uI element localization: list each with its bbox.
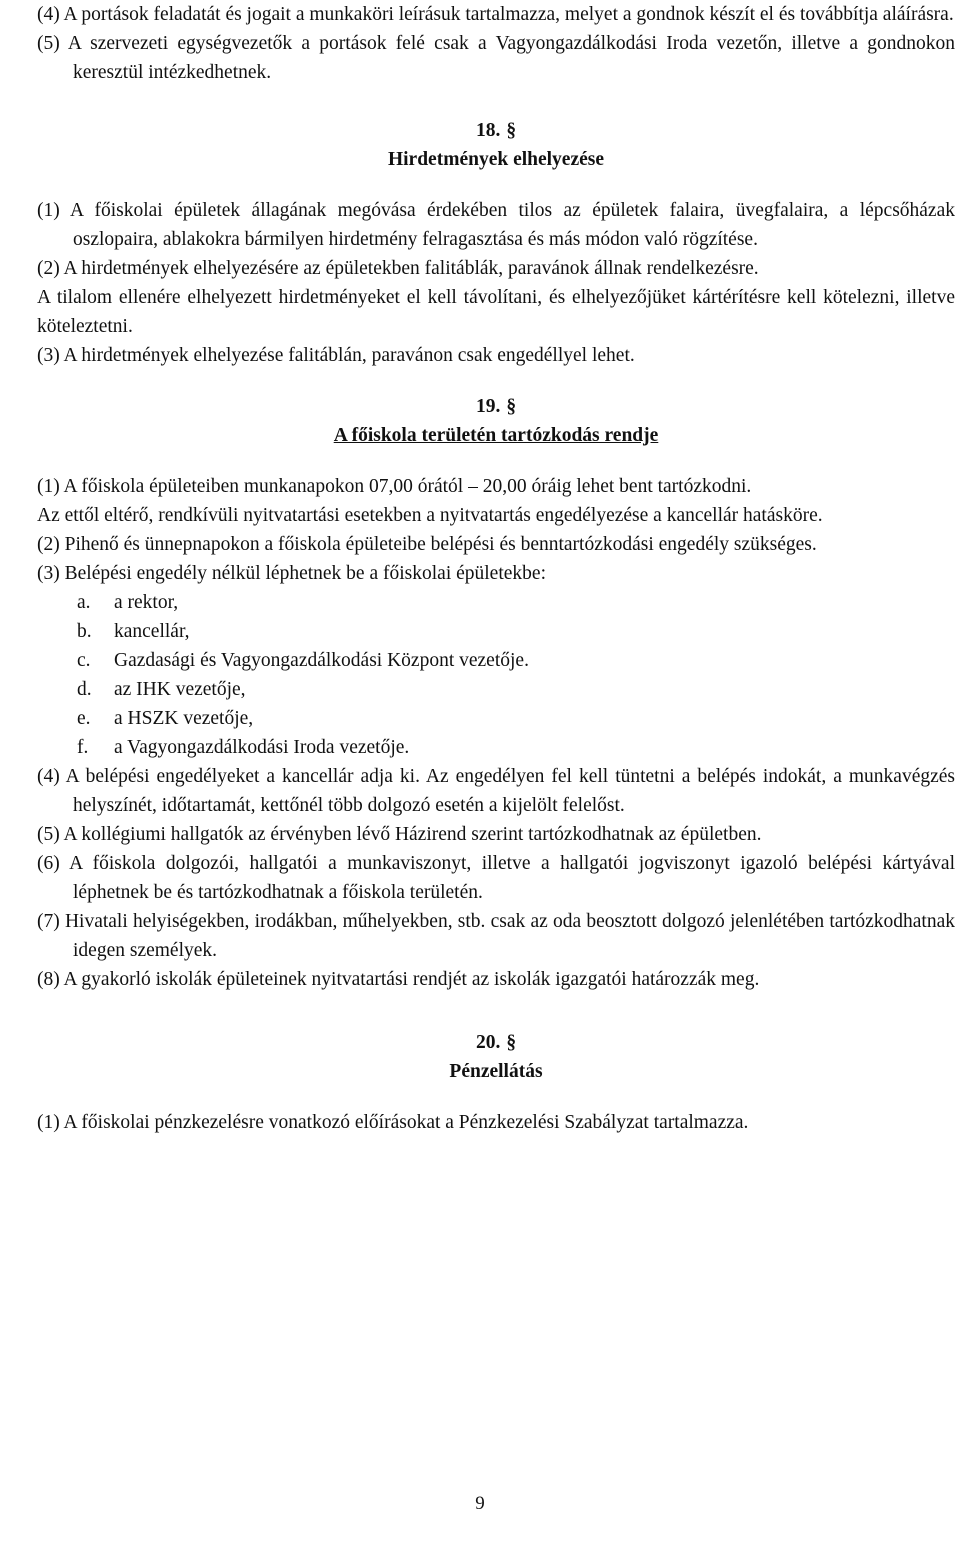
- section-19-paragraph-8: (8) A gyakorló iskolák épületeinek nyitvatartási rendjét az iskolák igazgatói határozzák meg.: [37, 969, 760, 990]
- section-19-paragraph-2: (2) Pihenő és ünnepnapokon a főiskola épületeibe belépési és benntartózkodási engedély szükséges.: [37, 534, 817, 555]
- section-18-paragraph-1: (1) A főiskolai épületek állagának megóvása érdekében tilos az épületek falaira, üvegfalaira, a lépcsőházak oszlopaira, ablakokra bármilyen hirdetmény felragasztása és más módon való rögzítése.: [37, 200, 955, 250]
- section-19-paragraph-7: (7) Hivatali helyiségekben, irodákban, műhelyekben, stb. csak az oda beosztott dolgozó jelenlétében tartózkodhatnak idegen személyek.: [37, 911, 955, 961]
- section-19-paragraph-1-continuation: Az ettől eltérő, rendkívüli nyitvatartási esetekben a nyitvatartás engedélyezése a kancellár hatásköre.: [37, 505, 823, 526]
- list-item: e. a HSZK vezetője,: [77, 708, 254, 729]
- section-sign-icon: §: [506, 1032, 517, 1053]
- section-19-paragraph-1: (1) A főiskola épületeiben munkanapokon 07,00 órától – 20,00 óráig lehet bent tartózkodni.: [37, 476, 752, 497]
- paragraph-top-5: (5) A szervezeti egységvezetők a portások felé csak a Vagyongazdálkodási Iroda vezetőn, illetve a gondnokon keresztül intézkedhetnek.: [37, 33, 955, 83]
- section-18-paragraph-2-continuation: A tilalom ellenére elhelyezett hirdetményeket el kell távolítani, és elhelyezőjüket kártérítésre kell kötelezni, illetve köteleztetni.: [37, 287, 955, 337]
- section-18-title: Hirdetmények elhelyezése: [387, 149, 605, 170]
- list-item: d. az IHK vezetője,: [77, 679, 246, 700]
- section-sign-icon: §: [506, 120, 517, 141]
- entry-permission-list: [37, 588, 955, 762]
- section-19-paragraph-3: (3) Belépési engedély nélkül léphetnek be a főiskolai épületekbe:: [37, 563, 546, 584]
- list-item: c. Gazdasági és Vagyongazdálkodási Központ vezetője.: [77, 650, 529, 671]
- section-20-number: [37, 1028, 955, 1057]
- section-20-paragraph-1: (1) A főiskolai pénzkezelésre vonatkozó előírásokat a Pénzkezelési Szabályzat tartalmazza.: [37, 1112, 749, 1133]
- list-item: b. kancellár,: [77, 621, 190, 642]
- section-19-title: A főiskola területén tartózkodás rendje: [333, 425, 659, 446]
- page-number: 9: [475, 1493, 485, 1514]
- paragraph-top-4: (4) A portások feladatát és jogait a munkaköri leírásuk tartalmazza, melyet a gondnok készít el és továbbítja aláírásra.: [37, 4, 954, 25]
- section-20-title: Pénzellátás: [449, 1061, 543, 1082]
- section-19-paragraph-5: (5) A kollégiumi hallgatók az érvényben lévő Házirend szerint tartózkodhatnak az épületben.: [37, 824, 762, 845]
- list-item: f. a Vagyongazdálkodási Iroda vezetője.: [77, 737, 410, 758]
- section-18-number: [37, 116, 955, 145]
- list-item: a. a rektor,: [77, 592, 179, 613]
- section-sign-icon: §: [506, 396, 517, 417]
- section-19-paragraph-6: (6) A főiskola dolgozói, hallgatói a munkaviszonyt, illetve a hallgatói jogviszonyt igazoló belépési kártyával léphetnek be és tartózkodhatnak a főiskola területén.: [37, 853, 955, 903]
- document-page: [37, 0, 955, 1137]
- section-20-num-text: 20.: [475, 1032, 501, 1053]
- section-19-num-text: 19.: [475, 396, 501, 417]
- section-19-number: [37, 392, 955, 421]
- section-18-paragraph-3: (3) A hirdetmények elhelyezése falitáblán, paravánon csak engedéllyel lehet.: [37, 345, 635, 366]
- section-18-paragraph-2: (2) A hirdetmények elhelyezésére az épületekben falitáblák, paravánok állnak rendelkezésre.: [37, 258, 759, 279]
- section-19-paragraph-4: (4) A belépési engedélyeket a kancellár adja ki. Az engedélyen fel kell tüntetni a belépés indokát, a munkavégzés helyszínét, időtartamát, kettőnél több dolgozó esetén a kijelölt felelőst.: [37, 766, 955, 816]
- section-18-num-text: 18.: [475, 120, 501, 141]
